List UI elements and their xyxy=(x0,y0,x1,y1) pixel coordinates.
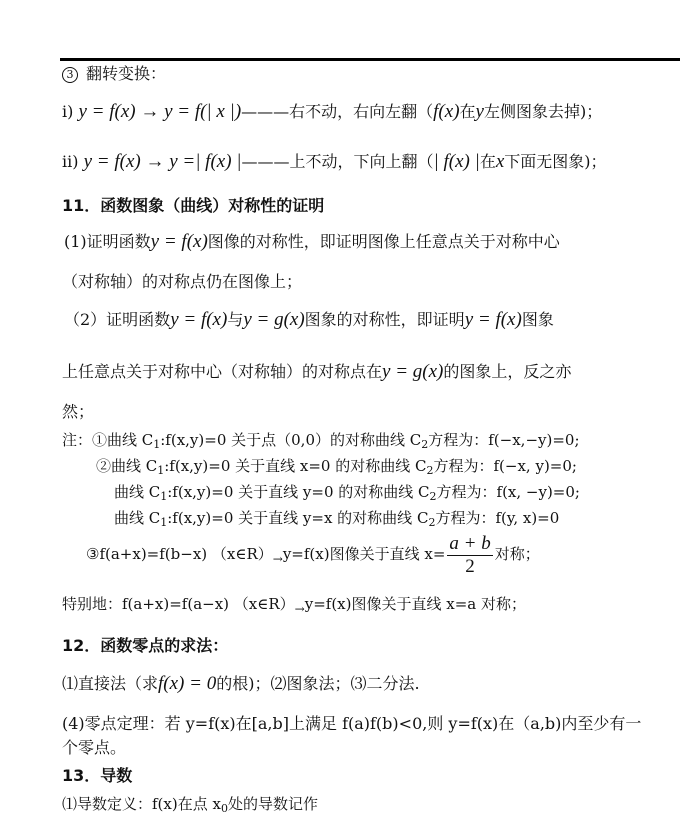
heading-12: 12．函数零点的求法： xyxy=(62,636,229,655)
top-rule xyxy=(60,58,680,61)
denominator: 2 xyxy=(465,555,475,577)
formula: y = f(x) xyxy=(170,309,228,330)
text: 方程为：f(x, −y)=0; xyxy=(436,483,580,501)
special-case xyxy=(62,594,526,619)
text: ②曲线 C xyxy=(96,457,158,475)
section-title: 翻转变换： xyxy=(86,64,167,83)
subscript: 1 xyxy=(153,438,161,451)
zero-methods xyxy=(62,674,420,694)
text: 方程为：f(−x,−y)=0; xyxy=(428,431,580,449)
text: ③f(a+x)=f(b−x) （x∈R） xyxy=(86,545,273,563)
circled-number: 3 xyxy=(62,67,78,83)
subscript: 1 xyxy=(160,516,168,529)
text: 图像的对称性，即证明图像上任意点关于对称中心 xyxy=(207,232,560,251)
zero-theorem-cont: 个零点。 xyxy=(62,738,127,757)
text: (1)证明函数 xyxy=(64,232,151,251)
formula: x xyxy=(495,151,505,172)
formula: y = f(x) xyxy=(464,309,522,330)
text: 的根)；⑵图象法；⑶二分法. xyxy=(216,674,420,693)
heading-13: 13．导数 xyxy=(62,766,133,785)
note-3 xyxy=(114,482,580,507)
text: 右不动，右向左翻（ xyxy=(289,102,434,121)
subscript: 2 xyxy=(421,438,429,451)
rule-i xyxy=(62,102,602,122)
text: y=f(x)图像关于直线 x= xyxy=(282,545,446,563)
formula: y = g(x) xyxy=(382,361,444,382)
subscript: 1 xyxy=(157,464,165,477)
text: 的图象上，反之亦 xyxy=(443,362,572,381)
subscript: 0 xyxy=(220,802,228,815)
text: 在 xyxy=(459,102,476,121)
text: 方程为：f(−x, y)=0; xyxy=(433,457,577,475)
formula: y xyxy=(475,101,484,122)
text: 处的导数记作 xyxy=(227,795,318,813)
formula: y = f(x) → y = f(| x |) xyxy=(78,101,242,122)
text: 下面无图象)； xyxy=(504,152,607,171)
zero-theorem: (4)零点定理：若 y=f(x)在[a,b]上满足 f(a)f(b)<0,则 y=f(x)在（a,b)内至少有一 xyxy=(62,714,642,733)
text: 方程为：f(y, x)=0 xyxy=(435,509,560,527)
fraction xyxy=(447,533,492,578)
subscript: 2 xyxy=(428,516,436,529)
text: （2）证明函数 xyxy=(64,310,171,329)
proof-2-end: 然； xyxy=(62,402,95,421)
numerator: a + b xyxy=(449,532,491,554)
formula: | f(x) | xyxy=(433,151,480,172)
text: 曲线 C xyxy=(114,483,161,501)
text: 曲线 C xyxy=(114,509,161,527)
note-2 xyxy=(96,456,577,481)
arrow-icon: → xyxy=(272,552,283,566)
text: 上不动，下向上翻（ xyxy=(289,152,434,171)
note-1 xyxy=(62,430,580,455)
subscript: 1 xyxy=(160,490,168,503)
subscript: 2 xyxy=(429,490,437,503)
text: :f(x,y)=0 关于点（0,0）的对称曲线 C xyxy=(160,431,422,449)
text: 对称； xyxy=(494,545,540,563)
rule-ii xyxy=(62,152,607,172)
proof-2-cont xyxy=(62,362,571,382)
dash: ——— xyxy=(241,102,290,121)
text: 注：①曲线 C xyxy=(62,431,154,449)
section-flip-transform xyxy=(62,64,166,84)
text: ⑴导数定义：f(x)在点 x xyxy=(62,795,221,813)
subscript: 2 xyxy=(426,464,434,477)
text: 特别地：f(a+x)=f(a−x) （x∈R） xyxy=(62,595,295,613)
proof-1 xyxy=(64,232,560,252)
proof-2 xyxy=(64,310,554,330)
text: 在 xyxy=(479,152,496,171)
formula: y = f(x) → y =| f(x) | xyxy=(83,151,242,172)
text: :f(x,y)=0 关于直线 x=0 的对称曲线 C xyxy=(164,457,427,475)
note-5 xyxy=(86,530,540,583)
formula: y = g(x) xyxy=(243,309,305,330)
text: ⑴直接法（求 xyxy=(62,674,159,693)
text: y=f(x)图像关于直线 x=a 对称； xyxy=(304,595,526,613)
proof-1-cont: （对称轴）的对称点仍在图像上； xyxy=(62,272,303,291)
text: :f(x,y)=0 关于直线 y=0 的对称曲线 C xyxy=(167,483,430,501)
derivative-definition xyxy=(62,794,318,819)
formula: f(x) = 0 xyxy=(158,673,217,694)
formula: y = f(x) xyxy=(150,231,208,252)
text: 图象的对称性，即证明 xyxy=(304,310,465,329)
text: 与 xyxy=(227,310,244,329)
dash: ——— xyxy=(241,152,290,171)
formula: f(x) xyxy=(433,101,460,122)
heading-11: 11．函数图象（曲线）对称性的证明 xyxy=(62,196,325,215)
text: 图象 xyxy=(521,310,554,329)
text: 上任意点关于对称中心（对称轴）的对称点在 xyxy=(62,362,383,381)
text: :f(x,y)=0 关于直线 y=x 的对称曲线 C xyxy=(167,509,429,527)
rule-prefix: ii) xyxy=(62,152,79,171)
arrow-icon: → xyxy=(294,602,305,616)
text: 左侧图象去掉)； xyxy=(483,102,603,121)
rule-prefix: i) xyxy=(62,102,74,121)
